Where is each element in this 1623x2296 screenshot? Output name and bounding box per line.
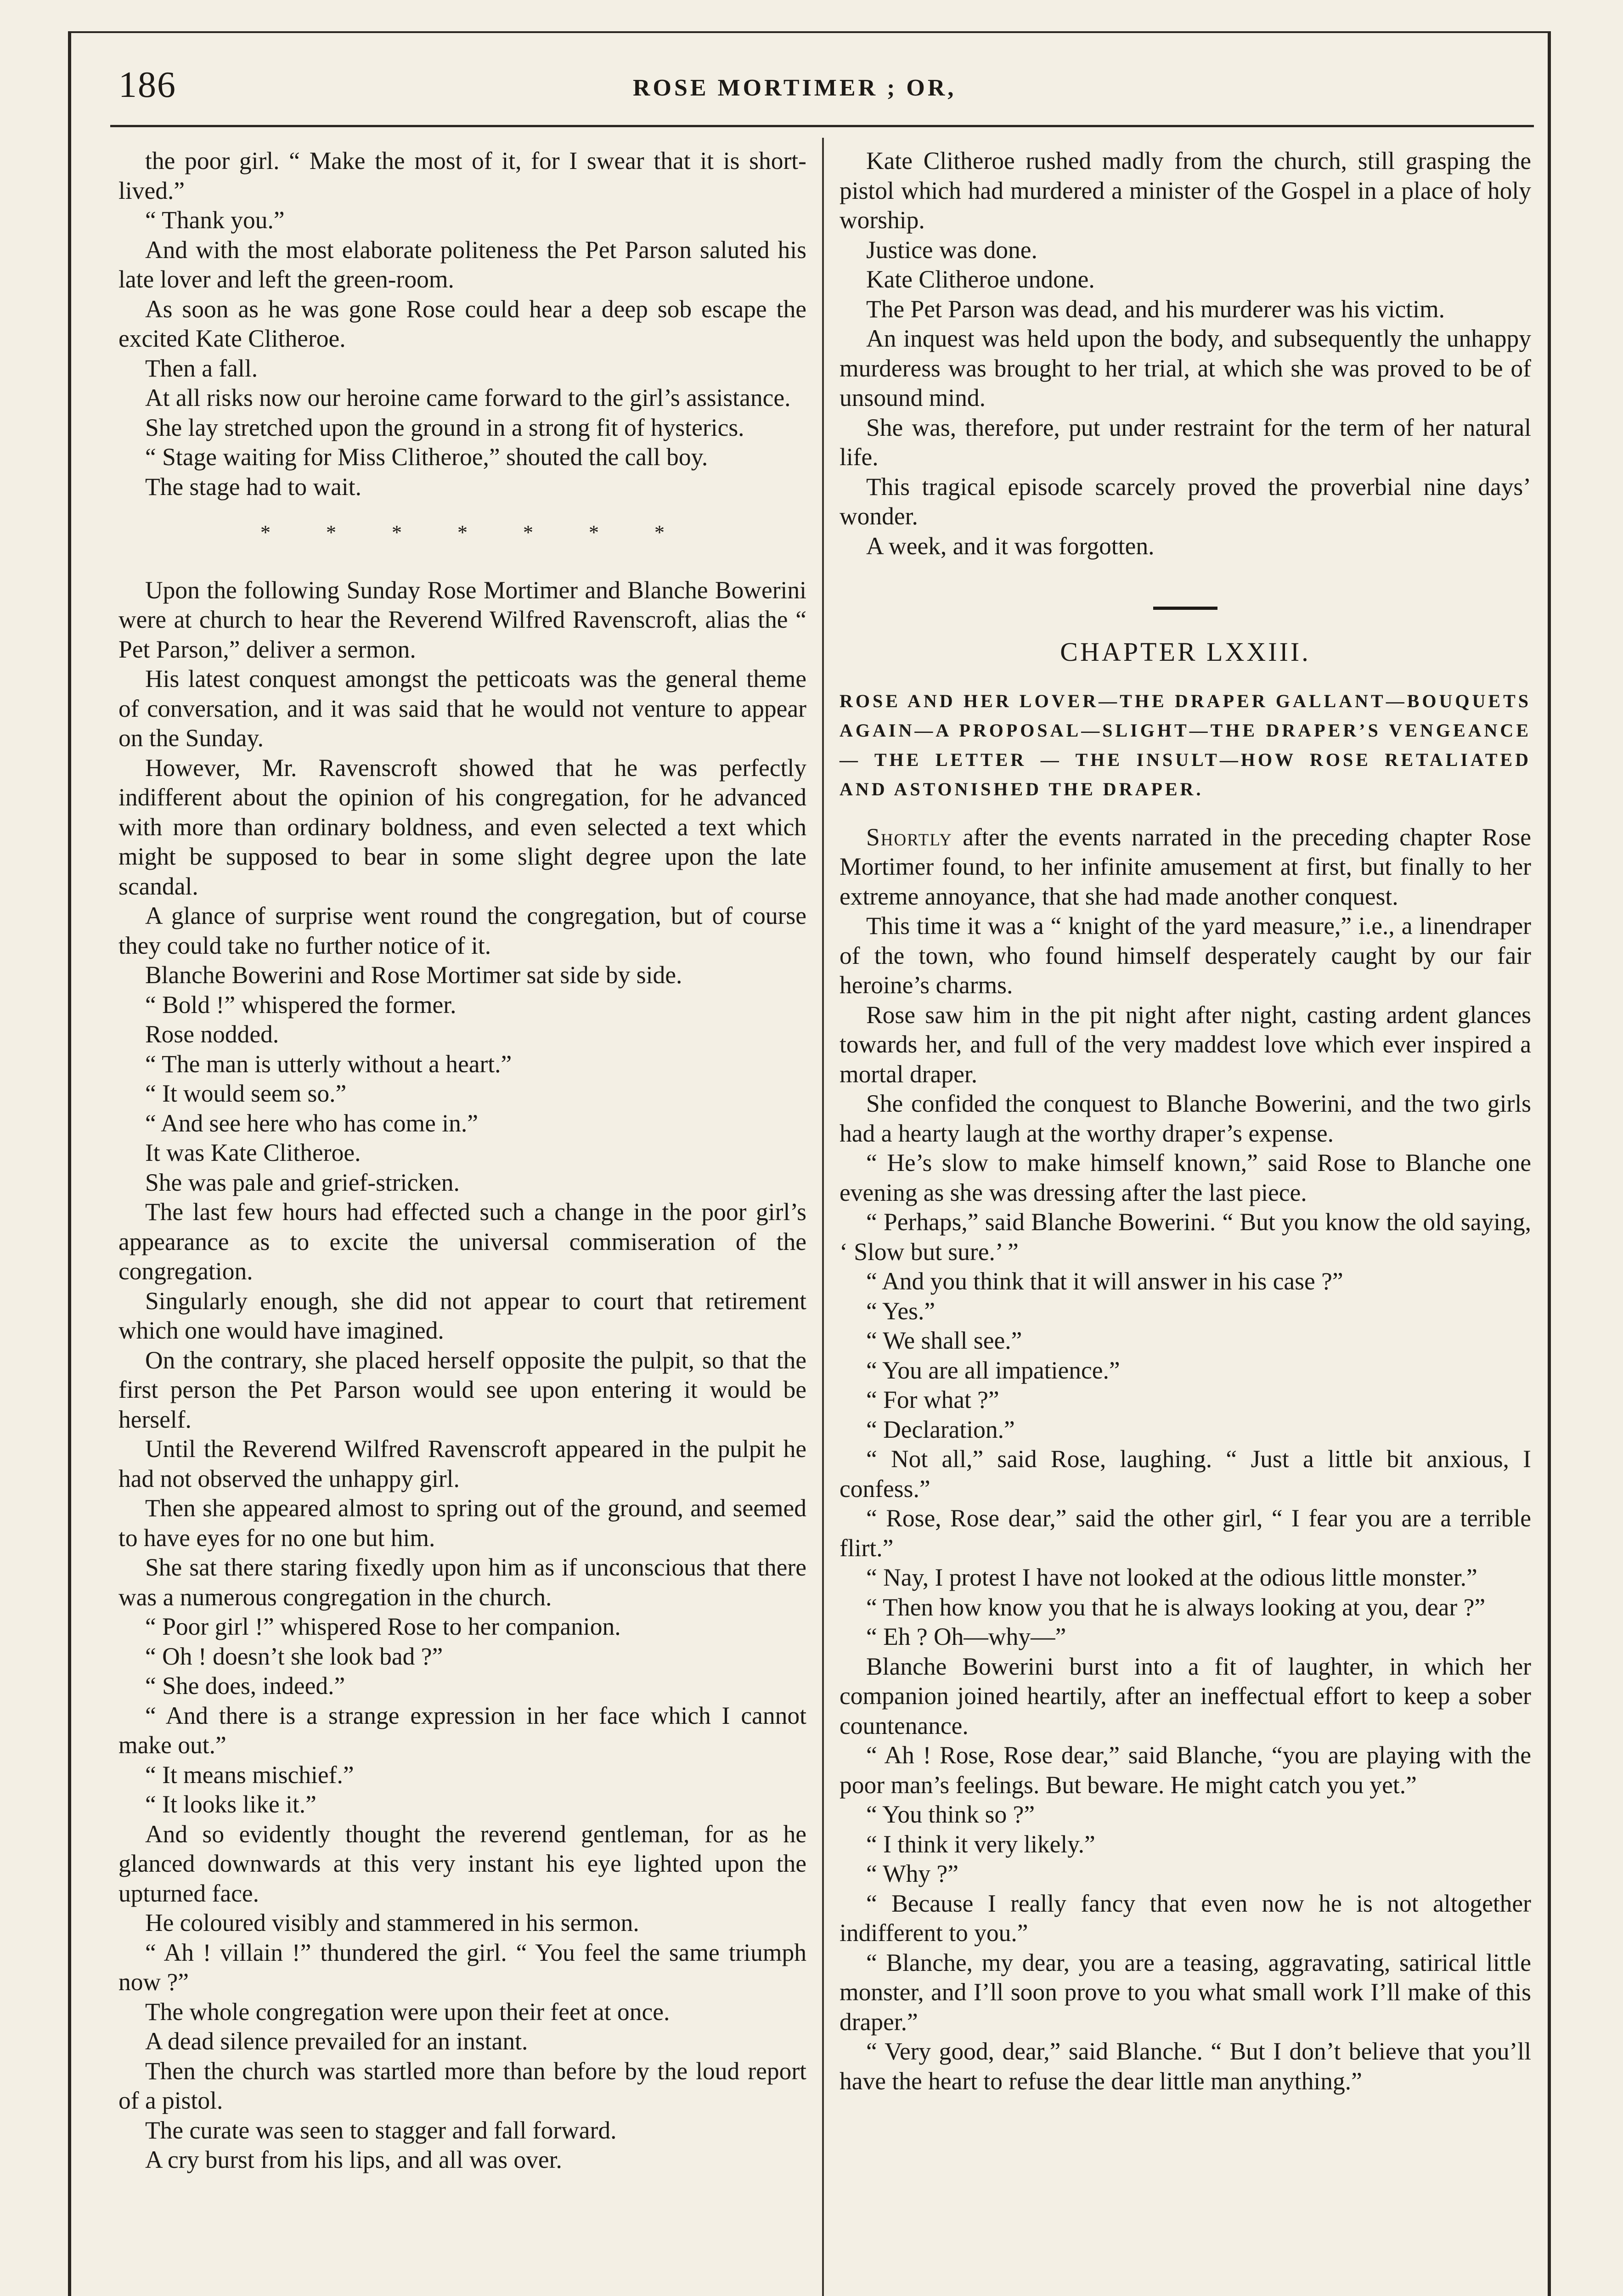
- paragraph: “ And see here who has come in.”: [145, 1109, 478, 1137]
- paragraph: “ Perhaps,” said Blanche Bowerini. “ But you know the old saying, ‘ Slow but sure.’ ”: [840, 1208, 1531, 1266]
- paragraph: Kate Clitheroe undone.: [866, 265, 1095, 293]
- right-column: [840, 146, 1531, 2096]
- paragraph: “ Ah ! Rose, Rose dear,” said Blanche, “you are playing with the poor man’s feelings. But beware. He might catch you yet.”: [840, 1741, 1531, 1799]
- paragraph: “ It looks like it.”: [145, 1790, 316, 1818]
- paragraph: “ It would seem so.”: [145, 1080, 347, 1107]
- paragraph: This tragical episode scarcely proved the proverbial nine days’ wonder.: [840, 473, 1531, 530]
- paragraph: His latest conquest amongst the petticoats was the general theme of conversation, and it was said that he would not venture to appear on the Sunday.: [118, 665, 806, 752]
- paragraph: Blanche Bowerini and Rose Mortimer sat side by side.: [145, 961, 682, 989]
- paragraph: “ You think so ?”: [866, 1801, 1035, 1828]
- paragraph: Upon the following Sunday Rose Mortimer and Blanche Bowerini were at church to hear the Reverend Wilfred Ravenscroft, alias the “ Pet Parson,” deliver a sermon.: [118, 576, 806, 663]
- paragraph: At all risks now our heroine came forward to the girl’s assistance.: [145, 384, 791, 411]
- paragraph: It was Kate Clitheroe.: [145, 1139, 361, 1166]
- paragraph: As soon as he was gone Rose could hear a deep sob escape the excited Kate Clitheroe.: [118, 295, 806, 352]
- paragraph: “ Thank you.”: [145, 206, 285, 234]
- paragraph: A glance of surprise went round the congregation, but of course they could take no further notice of it.: [118, 902, 806, 959]
- paragraph: However, Mr. Ravenscroft showed that he was perfectly indifferent about the opinion of his congregation, for he advanced with more than ordinary boldness, and even selected a text which might be supposed to bear in some slight degree upon the late scandal.: [118, 754, 806, 900]
- right-text-after-opening: [840, 911, 1531, 2096]
- paragraph: “ Then how know you that he is always looking at you, dear ?”: [866, 1593, 1486, 1621]
- paragraph: She lay stretched upon the ground in a strong fit of hysterics.: [145, 413, 744, 441]
- paragraph: She was pale and grief-stricken.: [145, 1168, 460, 1196]
- paragraph: Singularly enough, she did not appear to court that retirement which one would have imagined.: [118, 1287, 806, 1344]
- paragraph: The stage had to wait.: [145, 473, 361, 501]
- paragraph: Justice was done.: [866, 236, 1037, 264]
- paragraph: “ You are all impatience.”: [866, 1356, 1120, 1384]
- paragraph: She was, therefore, put under restraint for the term of her natural life.: [840, 413, 1531, 471]
- paragraph: This time it was a “ knight of the yard measure,” i.e., a linendraper of the town, who found himself desperately caught by our fair heroine’s charms.: [840, 912, 1531, 999]
- paragraph: “ He’s slow to make himself known,” said Rose to Blanche one evening as she was dressing after the last piece.: [840, 1149, 1531, 1206]
- paragraph: Blanche Bowerini burst into a fit of laughter, in which her companion joined heartily, after an ineffectual effort to keep a sober countenance.: [840, 1652, 1531, 1739]
- paragraph: “ Why ?”: [866, 1860, 959, 1887]
- paragraph: “ Not all,” said Rose, laughing. “ Just a little bit anxious, I confess.”: [840, 1445, 1531, 1503]
- chapter-title: CHAPTER LXXIII.: [1060, 637, 1311, 667]
- paragraph: “ Poor girl !” whispered Rose to her companion.: [145, 1613, 621, 1640]
- section-break: * * * * * * *: [260, 521, 665, 544]
- paragraph: “ Because I really fancy that even now he is not altogether indifferent to you.”: [840, 1889, 1531, 1947]
- paragraph: “ The man is utterly without a heart.”: [145, 1050, 512, 1078]
- paragraph: The Pet Parson was dead, and his murderer was his victim.: [866, 295, 1445, 323]
- paragraph: Then a fall.: [145, 354, 258, 382]
- paragraph: She sat there staring fixedly upon him as if unconscious that there was a numerous congregation in the church.: [118, 1553, 806, 1611]
- running-head: ROSE MORTIMER ; OR,: [633, 75, 957, 101]
- paragraph: The curate was seen to stagger and fall forward.: [145, 2116, 617, 2144]
- paragraph: She confided the conquest to Blanche Bowerini, and the two girls had a hearty laugh at the worthy draper’s expense.: [840, 1090, 1531, 1147]
- paragraph: “ For what ?”: [866, 1386, 999, 1413]
- paragraph: “ We shall see.”: [866, 1327, 1022, 1354]
- paragraph: “ Very good, dear,” said Blanche. “ But I don’t believe that you’ll have the heart to refuse the dear little man anything.”: [840, 2037, 1531, 2095]
- paragraph: “ Declaration.”: [866, 1415, 1015, 1443]
- paragraph: “ Stage waiting for Miss Clitheroe,” shouted the call boy.: [145, 443, 708, 471]
- left-text-before-break: [118, 146, 806, 501]
- paragraph: A cry burst from his lips, and all was over.: [145, 2146, 562, 2173]
- paragraph: The last few hours had effected such a change in the poor girl’s appearance as to excite the universal commiseration of the congregation.: [118, 1198, 806, 1285]
- chapter-opening-paragraph: [840, 822, 1531, 912]
- paragraph: And so evidently thought the reverend gentleman, for as he glanced downwards at this very instant his eye lighted upon the upturned face.: [118, 1820, 806, 1907]
- paragraph: “ I think it very likely.”: [866, 1830, 1095, 1858]
- header-rule: [110, 125, 1534, 127]
- paragraph: Rose saw him in the pit night after night, casting ardent glances towards her, and full of the very maddest love which ever inspired a mortal draper.: [840, 1001, 1531, 1088]
- paragraph: And with the most elaborate politeness the Pet Parson saluted his late lover and left the green-room.: [118, 236, 806, 293]
- paragraph: An inquest was held upon the body, and subsequently the unhappy murderess was brought to her trial, at which she was proved to be of unsound mind.: [840, 325, 1531, 411]
- paragraph: Rose nodded.: [145, 1020, 279, 1048]
- page-number: 186: [118, 65, 176, 105]
- paragraph: “ And there is a strange expression in her face which I cannot make out.”: [118, 1701, 806, 1759]
- opening-word: Shortly: [866, 823, 952, 851]
- paragraph: the poor girl. “ Make the most of it, for I swear that it is short-lived.”: [118, 147, 806, 204]
- left-text-after-break: [118, 575, 806, 2175]
- paragraph: “ Nay, I protest I have not looked at the odious little monster.”: [866, 1564, 1477, 1591]
- chapter-spacing: [840, 561, 1531, 607]
- column-divider: [822, 138, 824, 2296]
- paragraph: Until the Reverend Wilfred Ravenscroft appeared in the pulpit he had not observed the unhappy girl.: [118, 1435, 806, 1492]
- paragraph: “ Oh ! doesn’t she look bad ?”: [145, 1642, 443, 1670]
- paragraph: “ Ah ! villain !” thundered the girl. “ You feel the same triumph now ?”: [118, 1938, 806, 1996]
- paragraph: He coloured visibly and stammered in his sermon.: [145, 1909, 639, 1936]
- chapter-synopsis: ROSE AND HER LOVER—THE DRAPER GALLANT—BOUQUETS AGAIN—A PROPOSAL—SLIGHT—THE DRAPER’S VENGEANCE — THE LETTER — THE INSULT—HOW ROSE RETALIATED AND ASTONISHED THE DRAPER.: [840, 690, 1531, 799]
- paragraph: Kate Clitheroe rushed madly from the church, still grasping the pistol which had murdered a minister of the Gospel in a place of holy worship.: [840, 147, 1531, 234]
- paragraph: The whole congregation were upon their feet at once.: [145, 1998, 670, 2026]
- page-header: [118, 55, 1533, 119]
- paragraph: “ Rose, Rose dear,” said the other girl, “ I fear you are a terrible flirt.”: [840, 1504, 1531, 1562]
- paragraph: “ And you think that it will answer in his case ?”: [866, 1267, 1343, 1295]
- paragraph: “ Bold !” whispered the former.: [145, 990, 456, 1019]
- opening-text: after the events narrated in the preceding chapter Rose Mortimer found, to her infinite amusement at first, but finally to her extreme annoyance, that she had made another conquest.: [840, 823, 1531, 910]
- paragraph: “ Yes.”: [866, 1297, 935, 1325]
- paragraph: Then the church was startled more than before by the loud report of a pistol.: [118, 2057, 806, 2114]
- right-text-before-chapter: [840, 146, 1531, 561]
- paragraph: A dead silence prevailed for an instant.: [145, 2027, 528, 2055]
- paragraph: Then she appeared almost to spring out of the ground, and seemed to have eyes for no one but him.: [118, 1494, 806, 1552]
- paragraph: “ Blanche, my dear, you are a teasing, aggravating, satirical little monster, and I’ll soon prove to you what small work I’ll make of this draper.”: [840, 1948, 1531, 2036]
- paragraph: “ She does, indeed.”: [145, 1672, 345, 1699]
- paragraph: “ Eh ? Oh—why—”: [866, 1623, 1066, 1650]
- paragraph: A week, and it was forgotten.: [866, 532, 1155, 560]
- left-column: [118, 146, 806, 2175]
- paragraph: “ It means mischief.”: [145, 1761, 354, 1789]
- paragraph: On the contrary, she placed herself opposite the pulpit, so that the first person the Pet Parson would see upon entering it would be herself.: [118, 1346, 806, 1433]
- chapter-rule: [1153, 607, 1217, 610]
